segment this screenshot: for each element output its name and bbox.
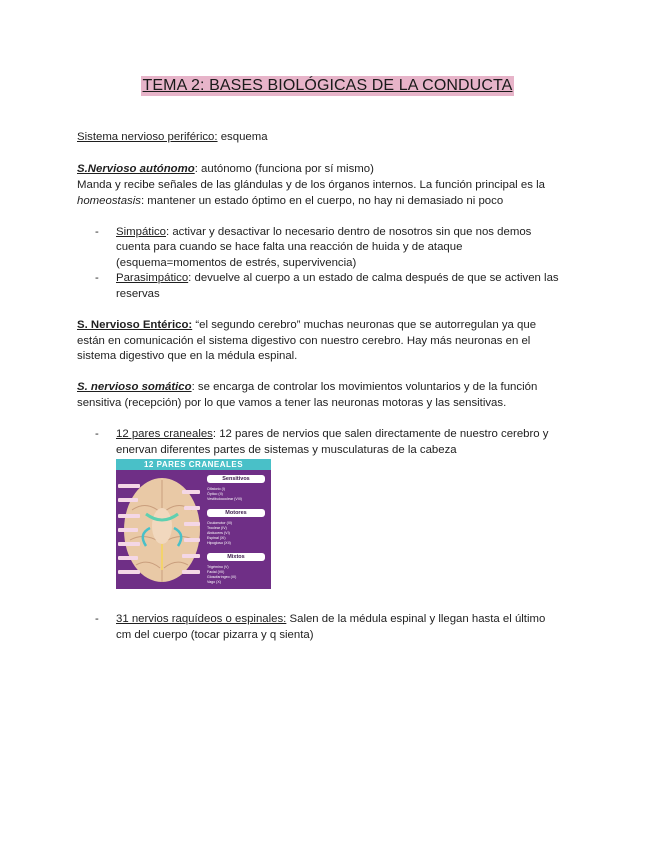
simpatico-line-2: cuenta para cuando se hace falta una reacción de huida y de ataque: [116, 241, 463, 253]
craneales-line-1: [116, 427, 548, 442]
bullet-dash: -: [95, 272, 99, 284]
nerve-label-tag: [118, 542, 140, 546]
nerve-label-tag: [118, 570, 140, 574]
craneales-term: 12 pares craneales: [116, 428, 213, 440]
bullet-dash: -: [95, 613, 99, 625]
autonomo-heading: S.Nervioso autónomo: [77, 163, 195, 175]
group-item: Trigémino (V): [207, 565, 229, 569]
homeostasis-term: homeostasis: [77, 195, 141, 207]
bullet-dash: -: [95, 226, 99, 238]
somatico-heading: S. nervioso somático: [77, 381, 192, 393]
nerve-label-tag: [118, 484, 140, 488]
autonomo-line-2-rest: : mantener un estado óptimo en el cuerpo, no hay ni demasiado ni poco: [140, 195, 504, 207]
group-item: Facial (VII): [207, 570, 225, 574]
enterico-line-3: sistema digestivo que en la médula espinal.: [77, 350, 298, 362]
somatico-line-2: sensitiva (recepción) por lo que vamos a tener las neuronas motoras y las sensitivas.: [77, 397, 507, 409]
parasimpatico-line-2: reservas: [116, 288, 160, 300]
group-item: Espinal (XI): [207, 536, 226, 540]
enterico-rest: “el segundo cerebro” muchas neuronas que se autorregulan ya que: [192, 319, 537, 331]
nerve-label-tag: [118, 514, 140, 518]
group-item: Vago (X): [207, 580, 221, 584]
parasimpatico-term: Parasimpático: [116, 272, 189, 284]
enterico-heading: S. Nervioso Entérico:: [77, 319, 193, 331]
raquideos-line-1: [116, 612, 545, 627]
group-item: Abducens (VI): [207, 531, 230, 535]
nerve-label-tag: [118, 556, 138, 560]
nerve-label-tag: [182, 570, 200, 574]
page-title: TEMA 2: BASES BIOLÓGICAS DE LA CONDUCTA: [142, 77, 513, 94]
raquideos-line-2: cm del cuerpo (tocar pizarra y q sienta): [116, 629, 314, 641]
group-item: Óptico (II): [207, 492, 223, 496]
nerve-label-tag: [182, 490, 200, 494]
autonomo-line-2: [77, 194, 503, 209]
cranial-nerves-figure: [116, 459, 271, 589]
simpatico-term: Simpático: [116, 226, 167, 238]
simpatico-rest: : activar y desactivar lo necesario dentro de nosotros sin que nos demos: [166, 226, 532, 238]
group-label-mixtos: Mixtos: [207, 553, 265, 561]
simpatico-line-3: (esquema=momentos de estrés, supervivencia): [116, 257, 357, 269]
autonomo-heading-rest: : autónomo (funciona por sí mismo): [194, 163, 374, 175]
nerve-label-tag: [184, 506, 200, 510]
nerve-label-tag: [184, 522, 200, 526]
nerve-label-tag: [184, 538, 200, 542]
intro-label: Sistema nervioso periférico:: [77, 131, 218, 143]
group-item: Hipogloso (XII): [207, 541, 231, 545]
somatico-line-1: [77, 380, 537, 395]
autonomo-line-1: Manda y recibe señales de las glándulas y de los órganos internos. La función principal es la: [77, 179, 545, 191]
intro-rest: esquema: [217, 131, 268, 143]
brain-illustration: [116, 470, 271, 589]
group-list-motores: [207, 521, 232, 546]
nerve-label-tag: [182, 554, 200, 558]
group-item: Glosofaríngeo (IX): [207, 575, 237, 579]
craneales-rest: : 12 pares de nervios que salen directamente de nuestro cerebro y: [212, 428, 549, 440]
autonomo-heading-line: [77, 162, 374, 177]
group-list-sensitivos: [207, 487, 242, 502]
bullet-dash: -: [95, 428, 99, 440]
figure-header: 12 PARES CRANEALES: [116, 459, 271, 470]
nerve-label-tag: [118, 528, 138, 532]
brainstem: [152, 508, 172, 544]
enterico-line-2: están en comunicación el sistema digestivo con nuestro cerebro. Hay más neuronas en el: [77, 335, 531, 347]
group-list-mixtos: [207, 565, 236, 585]
group-item: Vestibulococlear (VIII): [207, 497, 242, 501]
nerve-label-tag: [118, 498, 138, 502]
group-item: Olfatorio (I): [207, 487, 225, 491]
group-label-motores: Motores: [207, 509, 265, 517]
enterico-line-1: [77, 318, 536, 333]
parasimpatico-rest: : devuelve al cuerpo a un estado de calma después de que se activen las: [188, 272, 559, 284]
title-container: [0, 76, 655, 96]
simpatico-line-1: [116, 225, 531, 240]
craneales-line-2: enervan diferentes partes de sistemas y musculaturas de la cabeza: [116, 444, 457, 456]
group-label-sensitivos: Sensitivos: [207, 475, 265, 483]
group-item: Troclear (IV): [207, 526, 227, 530]
raquideos-term: 31 nervios raquídeos o espinales:: [116, 613, 287, 625]
intro-line: [77, 130, 268, 145]
parasimpatico-line-1: [116, 271, 559, 286]
group-item: Oculomotor (III): [207, 521, 232, 525]
raquideos-rest: Salen de la médula espinal y llegan hasta el último: [286, 613, 546, 625]
somatico-rest: : se encarga de controlar los movimientos voluntarios y de la función: [191, 381, 538, 393]
